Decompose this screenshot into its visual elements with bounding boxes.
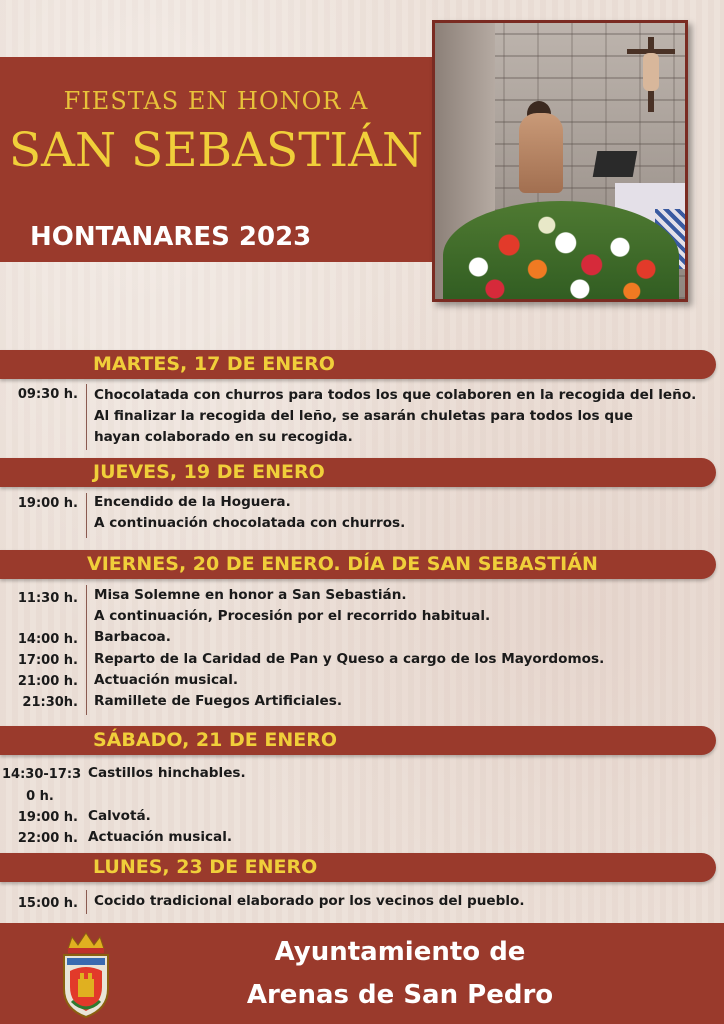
event-text: Misa Solemne en honor a San Sebastián. xyxy=(94,587,407,603)
saint-photo xyxy=(432,20,688,302)
day-label: JUEVES, 19 DE ENERO xyxy=(93,461,325,483)
event-time: 19:00 h. xyxy=(17,496,78,511)
footer-line-1: Ayuntamiento de xyxy=(274,937,526,967)
event-text: Ramillete de Fuegos Artificiales. xyxy=(94,693,343,709)
header-banner xyxy=(0,57,432,262)
divider-line xyxy=(86,493,87,538)
event-time: 09:30 h. xyxy=(17,387,78,402)
day-header-viernes xyxy=(0,550,716,579)
event-time: 19:00 h. xyxy=(17,810,78,825)
saint-statue xyxy=(519,113,563,193)
event-text: Cocido tradicional elaborado por los vecinos del pueblo. xyxy=(94,893,525,909)
event-time: 15:00 h. xyxy=(17,896,78,911)
event-text: A continuación, Procesión por el recorrido habitual. xyxy=(94,608,491,624)
event-time: 22:00 h. xyxy=(17,831,78,846)
event-text: Actuación musical. xyxy=(94,672,239,688)
event-time: 11:30 h. xyxy=(17,591,78,606)
event-time: 14:00 h. xyxy=(17,632,78,647)
event-time: 0 h. xyxy=(26,789,54,804)
divider-line xyxy=(86,890,87,914)
day-header-sabado xyxy=(0,726,716,755)
footer-banner xyxy=(0,923,724,1024)
day-label: VIERNES, 20 DE ENERO. DÍA DE SAN SEBASTIÁN xyxy=(87,553,598,575)
event-text: Encendido de la Hoguera. xyxy=(94,494,291,510)
lectern xyxy=(593,151,638,177)
town-year: HONTANARES 2023 xyxy=(30,222,312,252)
event-text: Al finalizar la recogida del leño, se asarán chuletas para todos los que xyxy=(94,408,633,424)
coat-of-arms-icon xyxy=(58,931,114,1019)
day-label: SÁBADO, 21 DE ENERO xyxy=(93,729,337,751)
flower-arrangement xyxy=(443,201,679,302)
event-time: 17:00 h. xyxy=(17,653,78,668)
day-label: MARTES, 17 DE ENERO xyxy=(93,353,335,375)
day-header-jueves xyxy=(0,458,716,487)
event-text: A continuación chocolatada con churros. xyxy=(94,515,406,531)
event-text: hayan colaborado en su recogida. xyxy=(94,429,353,445)
event-text: Actuación musical. xyxy=(88,829,233,845)
event-text: Castillos hinchables. xyxy=(88,765,246,781)
event-text: Chocolatada con churros para todos los que colaboren en la recogida del leño. xyxy=(94,387,697,403)
event-time: 14:30-17:3 xyxy=(2,767,82,782)
event-time: 21:30h. xyxy=(22,695,78,710)
header-subtitle: FIESTAS EN HONOR A xyxy=(63,87,369,115)
day-header-martes xyxy=(0,350,716,379)
event-text: Calvotá. xyxy=(88,808,151,824)
header-title: SAN SEBASTIÁN xyxy=(8,123,424,178)
event-time: 21:00 h. xyxy=(17,674,78,689)
day-label: LUNES, 23 DE ENERO xyxy=(93,856,318,878)
footer-line-2: Arenas de San Pedro xyxy=(246,980,554,1010)
divider-line xyxy=(86,384,87,450)
event-text: Reparto de la Caridad de Pan y Queso a cargo de los Mayordomos. xyxy=(94,651,605,667)
crucifix-figure xyxy=(643,53,659,91)
divider-line xyxy=(86,585,87,715)
event-text: Barbacoa. xyxy=(94,629,171,645)
day-header-lunes xyxy=(0,853,716,882)
